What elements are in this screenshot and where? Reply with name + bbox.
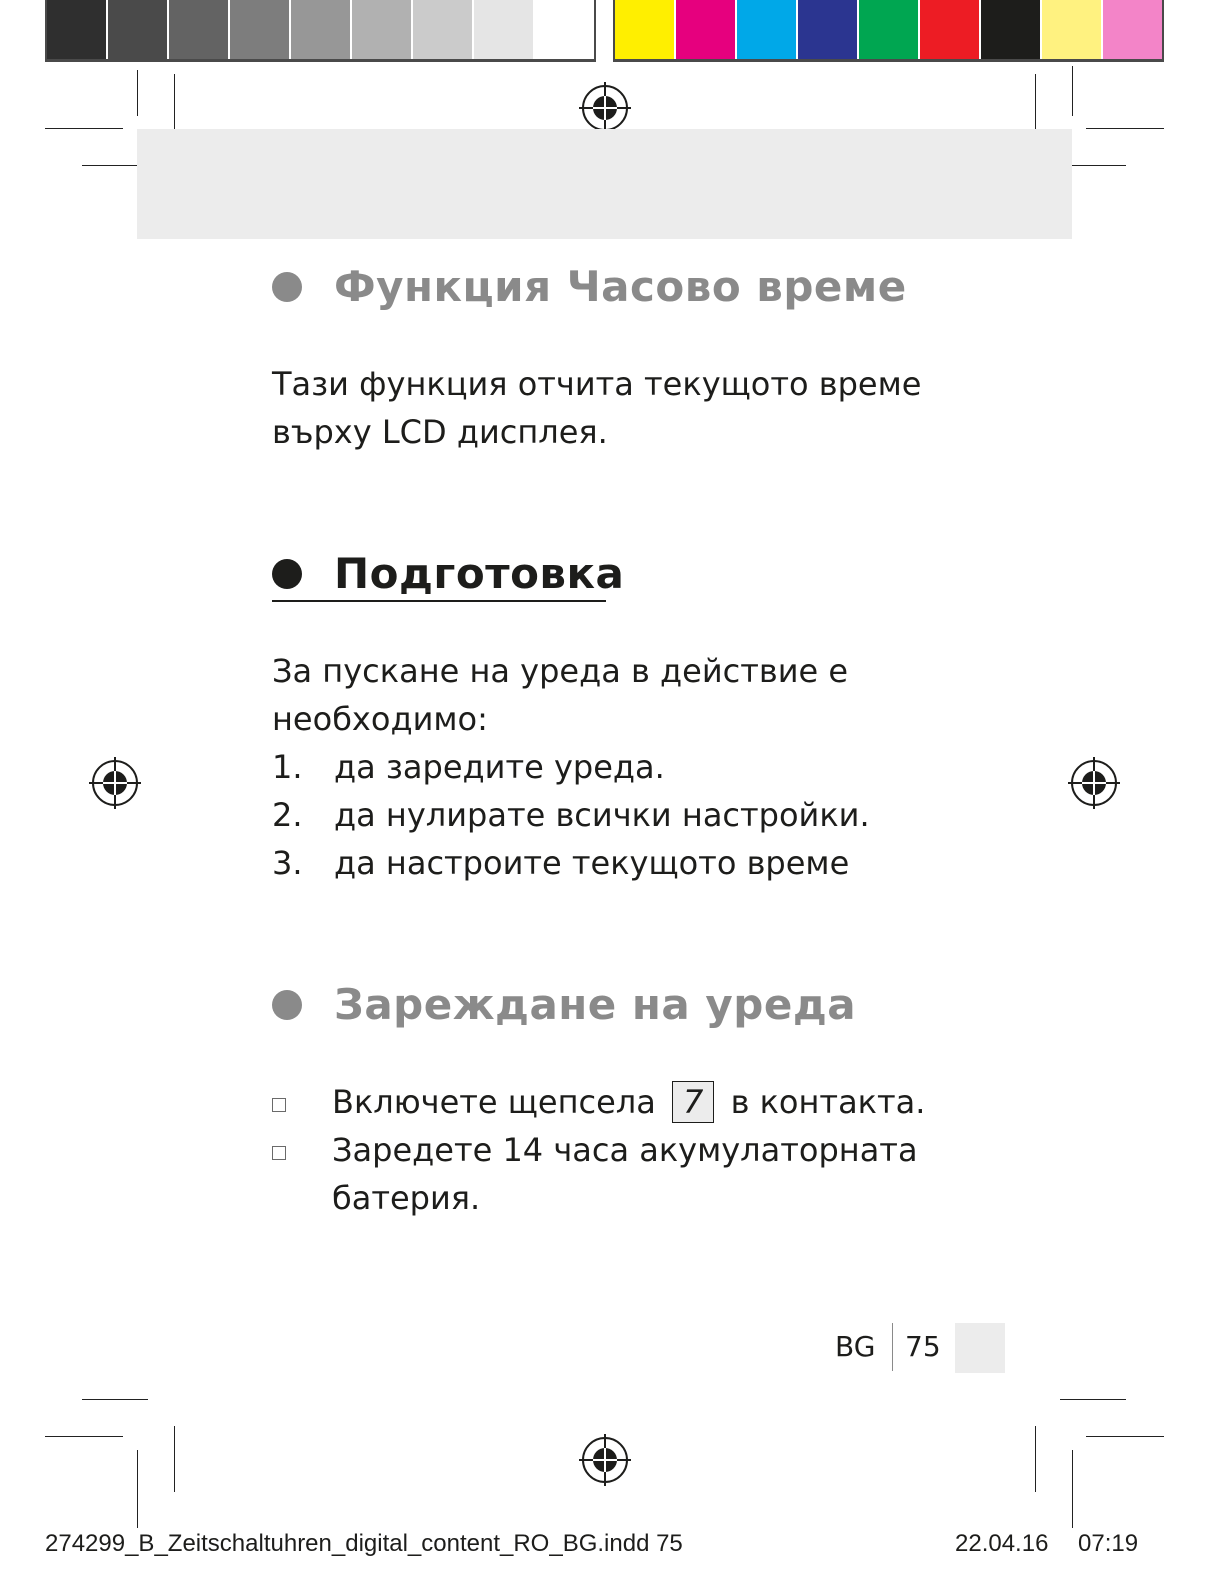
list-item	[272, 1126, 918, 1222]
grayscale-bar	[45, 0, 596, 62]
text-line: За пускане на уреда в действие е	[272, 652, 849, 690]
crop-mark	[174, 1426, 175, 1492]
reference-number-box: 7	[672, 1081, 714, 1123]
crop-mark	[45, 128, 123, 129]
registration-mark-icon	[579, 82, 631, 134]
crop-mark	[1086, 1436, 1164, 1437]
prep-intro	[272, 647, 848, 743]
slug-filename: 274299_B_Zeitschaltuhren_digital_content_RO_BG.indd 75	[45, 1530, 683, 1557]
registration-mark-icon	[579, 1434, 631, 1486]
clock-description	[272, 360, 921, 456]
checkbox-bullet-icon	[272, 1146, 286, 1160]
crop-mark	[137, 70, 138, 116]
gray-swatch	[352, 0, 413, 59]
list-item	[272, 743, 665, 791]
list-text: да заредите уреда.	[334, 748, 665, 786]
list-item	[272, 791, 870, 839]
list-number: 1.	[272, 748, 303, 786]
language-code: BG	[835, 1330, 876, 1363]
list-item	[272, 839, 849, 887]
crop-mark	[45, 1436, 123, 1437]
heading-text: Функция Часово време	[334, 262, 907, 311]
list-text: да нулирате всички настройки.	[334, 796, 870, 834]
page-number: 75	[905, 1330, 941, 1363]
crop-mark	[137, 1450, 138, 1528]
heading-text: Подготовка	[334, 549, 625, 598]
color-swatch	[676, 0, 737, 59]
bullet-dot-icon	[272, 272, 302, 302]
gray-swatch	[169, 0, 230, 59]
registration-mark-icon	[1068, 757, 1120, 809]
crop-mark	[1072, 1450, 1073, 1528]
color-swatch	[1103, 0, 1162, 59]
gray-swatch	[474, 0, 535, 59]
text-line: върху LCD дисплея.	[272, 413, 608, 451]
gray-swatch	[413, 0, 474, 59]
slug-time: 07:19	[1078, 1530, 1139, 1557]
color-swatch	[859, 0, 920, 59]
text-line: Тази функция отчита текущото време	[272, 365, 922, 403]
color-swatch	[798, 0, 859, 59]
crop-mark	[1072, 66, 1073, 116]
heading-underline	[272, 600, 606, 602]
crop-mark	[1086, 128, 1164, 129]
list-text: в контакта.	[730, 1083, 926, 1121]
color-swatch	[920, 0, 981, 59]
footer-divider	[892, 1323, 893, 1371]
crop-mark	[1060, 1399, 1126, 1400]
list-text: да настроите текущото време	[334, 844, 850, 882]
text-line: батерия.	[332, 1179, 481, 1217]
section-heading-clock	[272, 262, 907, 311]
color-swatch	[737, 0, 798, 59]
list-text: Включете щепсела	[332, 1083, 656, 1121]
gray-swatch	[108, 0, 169, 59]
crop-mark	[1035, 1426, 1036, 1492]
crop-mark	[82, 1399, 148, 1400]
heading-text: Зареждане на уреда	[334, 980, 857, 1029]
gray-swatch	[291, 0, 352, 59]
section-heading-prep	[272, 549, 624, 598]
section-heading-charging	[272, 980, 856, 1029]
color-bar	[613, 0, 1164, 62]
registration-mark-icon	[89, 757, 141, 809]
gray-swatch	[47, 0, 108, 59]
list-number: 3.	[272, 844, 303, 882]
text-line: Заредете 14 часа акумулаторната	[332, 1131, 918, 1169]
list-item	[272, 1078, 925, 1126]
slug-date: 22.04.16	[955, 1530, 1049, 1557]
list-number: 2.	[272, 796, 303, 834]
page-tab-marker	[955, 1323, 1005, 1373]
gray-swatch	[230, 0, 291, 59]
bullet-dot-icon	[272, 990, 302, 1020]
color-swatch	[615, 0, 676, 59]
checkbox-bullet-icon	[272, 1098, 286, 1112]
color-swatch	[1042, 0, 1103, 59]
header-band	[137, 129, 1072, 239]
text-line: необходимо:	[272, 700, 488, 738]
color-swatch	[981, 0, 1042, 59]
bullet-dot-icon	[272, 559, 302, 589]
gray-swatch	[535, 0, 594, 59]
